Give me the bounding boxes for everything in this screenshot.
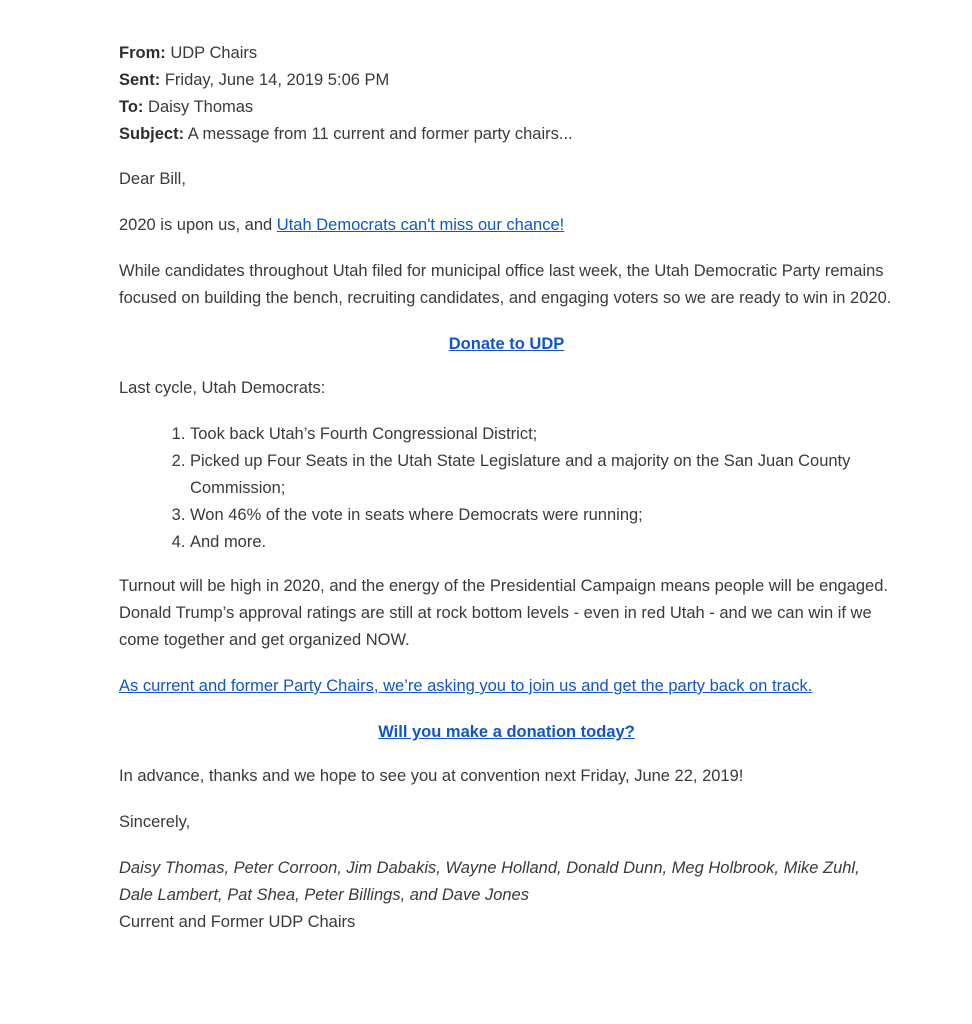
list-item: 4. And more. — [190, 529, 894, 556]
subject-value: A message from 11 current and former party chairs... — [187, 125, 573, 143]
to-line — [119, 94, 894, 121]
donate-link-row — [119, 331, 894, 358]
from-line — [119, 40, 894, 67]
chairs-link-row — [119, 673, 894, 700]
sent-line — [119, 67, 894, 94]
last-cycle-text: Last cycle, Utah Democrats: — [119, 379, 326, 397]
donation-link-row — [119, 719, 894, 746]
intro-text: 2020 is upon us, and — [119, 216, 277, 234]
list-item: 1. Took back Utah’s Fourth Congressional District; — [190, 421, 894, 448]
closing: Sincerely, — [119, 813, 191, 831]
to-value: Daisy Thomas — [148, 98, 254, 116]
donate-to-udp-link[interactable]: Donate to UDP — [448, 335, 565, 353]
intro-paragraph — [119, 212, 894, 239]
signatories: Daisy Thomas, Peter Corroon, Jim Dabakis, Wayne Holland, Donald Dunn, Meg Holbrook, Mike Zuhl, Dale Lambert, Pat Shea, Peter Billings, and Dave Jones — [119, 859, 860, 904]
email-header — [119, 40, 894, 148]
candidates-paragraph: While candidates throughout Utah filed for municipal office last week, the Utah Democratic Party remains focused on building the bench, recruiting candidates, and engaging voters so we are ready to win in 2020. — [119, 262, 892, 307]
list-item: 3. Won 46% of the vote in seats where Democrats were running; — [190, 502, 894, 529]
to-label: To: — [119, 98, 144, 116]
wins-list — [119, 421, 894, 556]
subject-label: Subject: — [119, 125, 185, 143]
make-donation-link[interactable]: Will you make a donation today? — [378, 723, 635, 741]
list-item: 2. Picked up Four Seats in the Utah State Legislature and a majority on the San Juan County Commission; — [190, 448, 894, 502]
cant-miss-chance-link[interactable]: Utah Democrats can't miss our chance! — [276, 216, 565, 234]
greeting: Dear Bill, — [119, 170, 186, 188]
sent-value: Friday, June 14, 2019 5:06 PM — [164, 71, 390, 89]
from-value: UDP Chairs — [170, 44, 258, 62]
from-label: From: — [119, 44, 166, 62]
subject-line — [119, 121, 894, 148]
party-chairs-link[interactable]: As current and former Party Chairs, we’re asking you to join us and get the party back on track. — [119, 677, 813, 695]
turnout-paragraph: Turnout will be high in 2020, and the energy of the Presidential Campaign means people will be engaged. Donald Trump’s approval ratings are still at rock bottom levels - even in red Utah - and we can win if we come together and get organized NOW. — [119, 577, 888, 649]
signature-role: Current and Former UDP Chairs — [119, 913, 356, 931]
sent-label: Sent: — [119, 71, 161, 89]
convention-paragraph: In advance, thanks and we hope to see you at convention next Friday, June 22, 2019! — [119, 767, 744, 785]
